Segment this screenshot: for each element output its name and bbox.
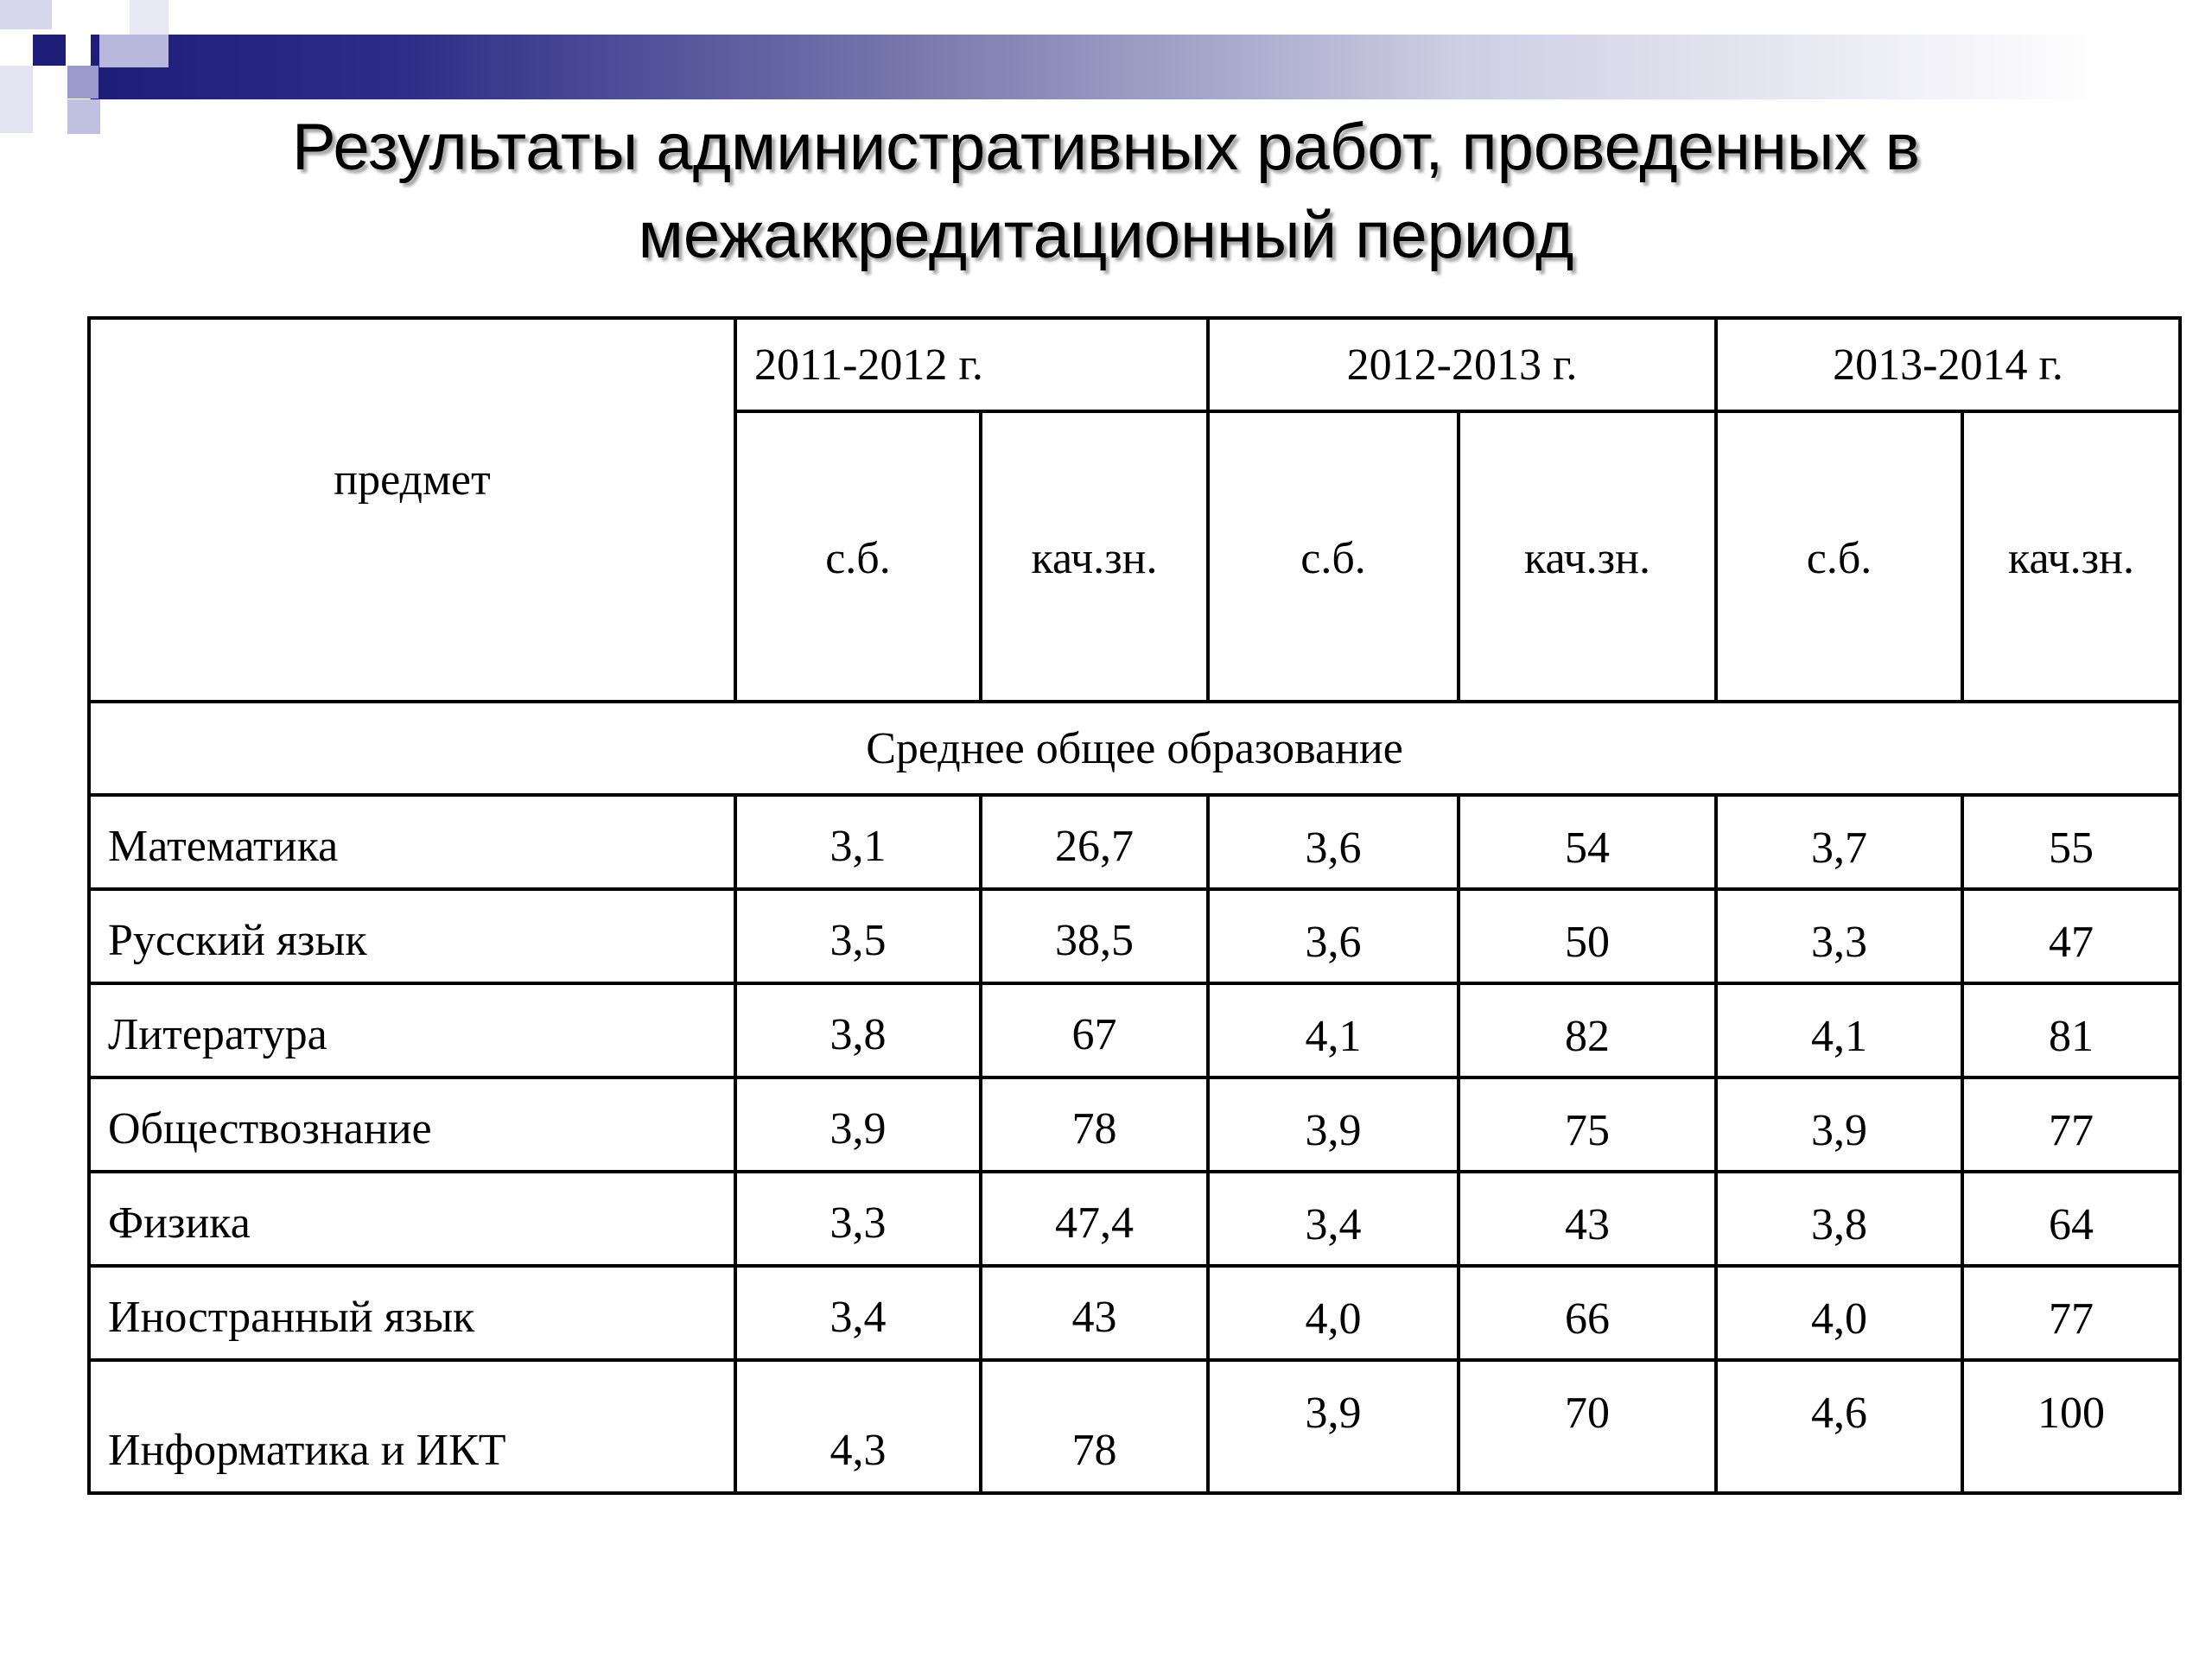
table-row	[89, 1360, 2180, 1493]
table-row	[89, 795, 2180, 889]
metric-header: с.б.	[1208, 411, 1459, 702]
value-cell: 3,4	[1208, 1172, 1459, 1266]
value-cell: 3,9	[1716, 1077, 1962, 1172]
value-cell: 3,4	[735, 1266, 981, 1360]
value-cell: 78	[981, 1077, 1208, 1172]
value-cell: 3,3	[1716, 889, 1962, 983]
results-table	[87, 316, 2182, 1495]
decor-square	[33, 35, 66, 66]
value-cell: 100	[1962, 1360, 2180, 1493]
year-header: 2012-2013 г.	[1208, 318, 1716, 411]
value-cell: 3,6	[1208, 889, 1459, 983]
decor-square	[99, 35, 168, 67]
header-gradient-bar	[91, 35, 2212, 99]
value-cell: 3,9	[1208, 1360, 1459, 1493]
value-cell: 3,3	[735, 1172, 981, 1266]
value-cell: 3,1	[735, 795, 981, 889]
value-cell: 67	[981, 983, 1208, 1077]
subject-cell: Русский язык	[89, 889, 735, 983]
value-cell: 4,6	[1716, 1360, 1962, 1493]
metric-header: кач.зн.	[1962, 411, 2180, 702]
decor-square	[67, 66, 99, 99]
slide-title: Результаты административных работ, проведенных в межаккредитационный период	[292, 111, 1920, 272]
value-cell: 77	[1962, 1266, 2180, 1360]
year-header: 2011-2012 г.	[735, 318, 1208, 411]
value-cell: 47,4	[981, 1172, 1208, 1266]
metric-header: с.б.	[735, 411, 981, 702]
subject-cell: Информатика и ИКТ	[89, 1360, 735, 1493]
value-cell: 64	[1962, 1172, 2180, 1266]
metric-header: с.б.	[1716, 411, 1962, 702]
subject-cell: Литература	[89, 983, 735, 1077]
value-cell: 3,8	[1716, 1172, 1962, 1266]
value-cell: 66	[1459, 1266, 1716, 1360]
value-cell: 75	[1459, 1077, 1716, 1172]
subject-column-header: предмет	[89, 318, 735, 702]
subject-cell: Математика	[89, 795, 735, 889]
value-cell: 43	[1459, 1172, 1716, 1266]
decor-square	[130, 0, 168, 35]
value-cell: 4,1	[1716, 983, 1962, 1077]
value-cell: 4,1	[1208, 983, 1459, 1077]
value-cell: 82	[1459, 983, 1716, 1077]
year-header: 2013-2014 г.	[1716, 318, 2180, 411]
value-cell: 38,5	[981, 889, 1208, 983]
value-cell: 47	[1962, 889, 2180, 983]
value-cell: 4,0	[1208, 1266, 1459, 1360]
value-cell: 55	[1962, 795, 2180, 889]
value-cell: 43	[981, 1266, 1208, 1360]
value-cell: 78	[981, 1360, 1208, 1493]
header-row-years	[89, 318, 2180, 411]
decor-square	[0, 66, 33, 133]
subject-cell: Обществознание	[89, 1077, 735, 1172]
value-cell: 3,8	[735, 983, 981, 1077]
section-row	[89, 702, 2180, 795]
table-row	[89, 983, 2180, 1077]
subject-cell: Иностранный язык	[89, 1266, 735, 1360]
value-cell: 81	[1962, 983, 2180, 1077]
value-cell: 3,9	[1208, 1077, 1459, 1172]
decor-square	[0, 0, 52, 29]
value-cell: 4,3	[735, 1360, 981, 1493]
value-cell: 50	[1459, 889, 1716, 983]
metric-header: кач.зн.	[981, 411, 1208, 702]
value-cell: 4,0	[1716, 1266, 1962, 1360]
value-cell: 26,7	[981, 795, 1208, 889]
value-cell: 3,9	[735, 1077, 981, 1172]
value-cell: 3,7	[1716, 795, 1962, 889]
table-row	[89, 1266, 2180, 1360]
section-label: Среднее общее образование	[89, 702, 2180, 795]
value-cell: 70	[1459, 1360, 1716, 1493]
value-cell: 77	[1962, 1077, 2180, 1172]
value-cell: 3,6	[1208, 795, 1459, 889]
value-cell: 54	[1459, 795, 1716, 889]
subject-cell: Физика	[89, 1172, 735, 1266]
table-row	[89, 1077, 2180, 1172]
table-row	[89, 1172, 2180, 1266]
metric-header: кач.зн.	[1459, 411, 1716, 702]
table-row	[89, 889, 2180, 983]
value-cell: 3,5	[735, 889, 981, 983]
